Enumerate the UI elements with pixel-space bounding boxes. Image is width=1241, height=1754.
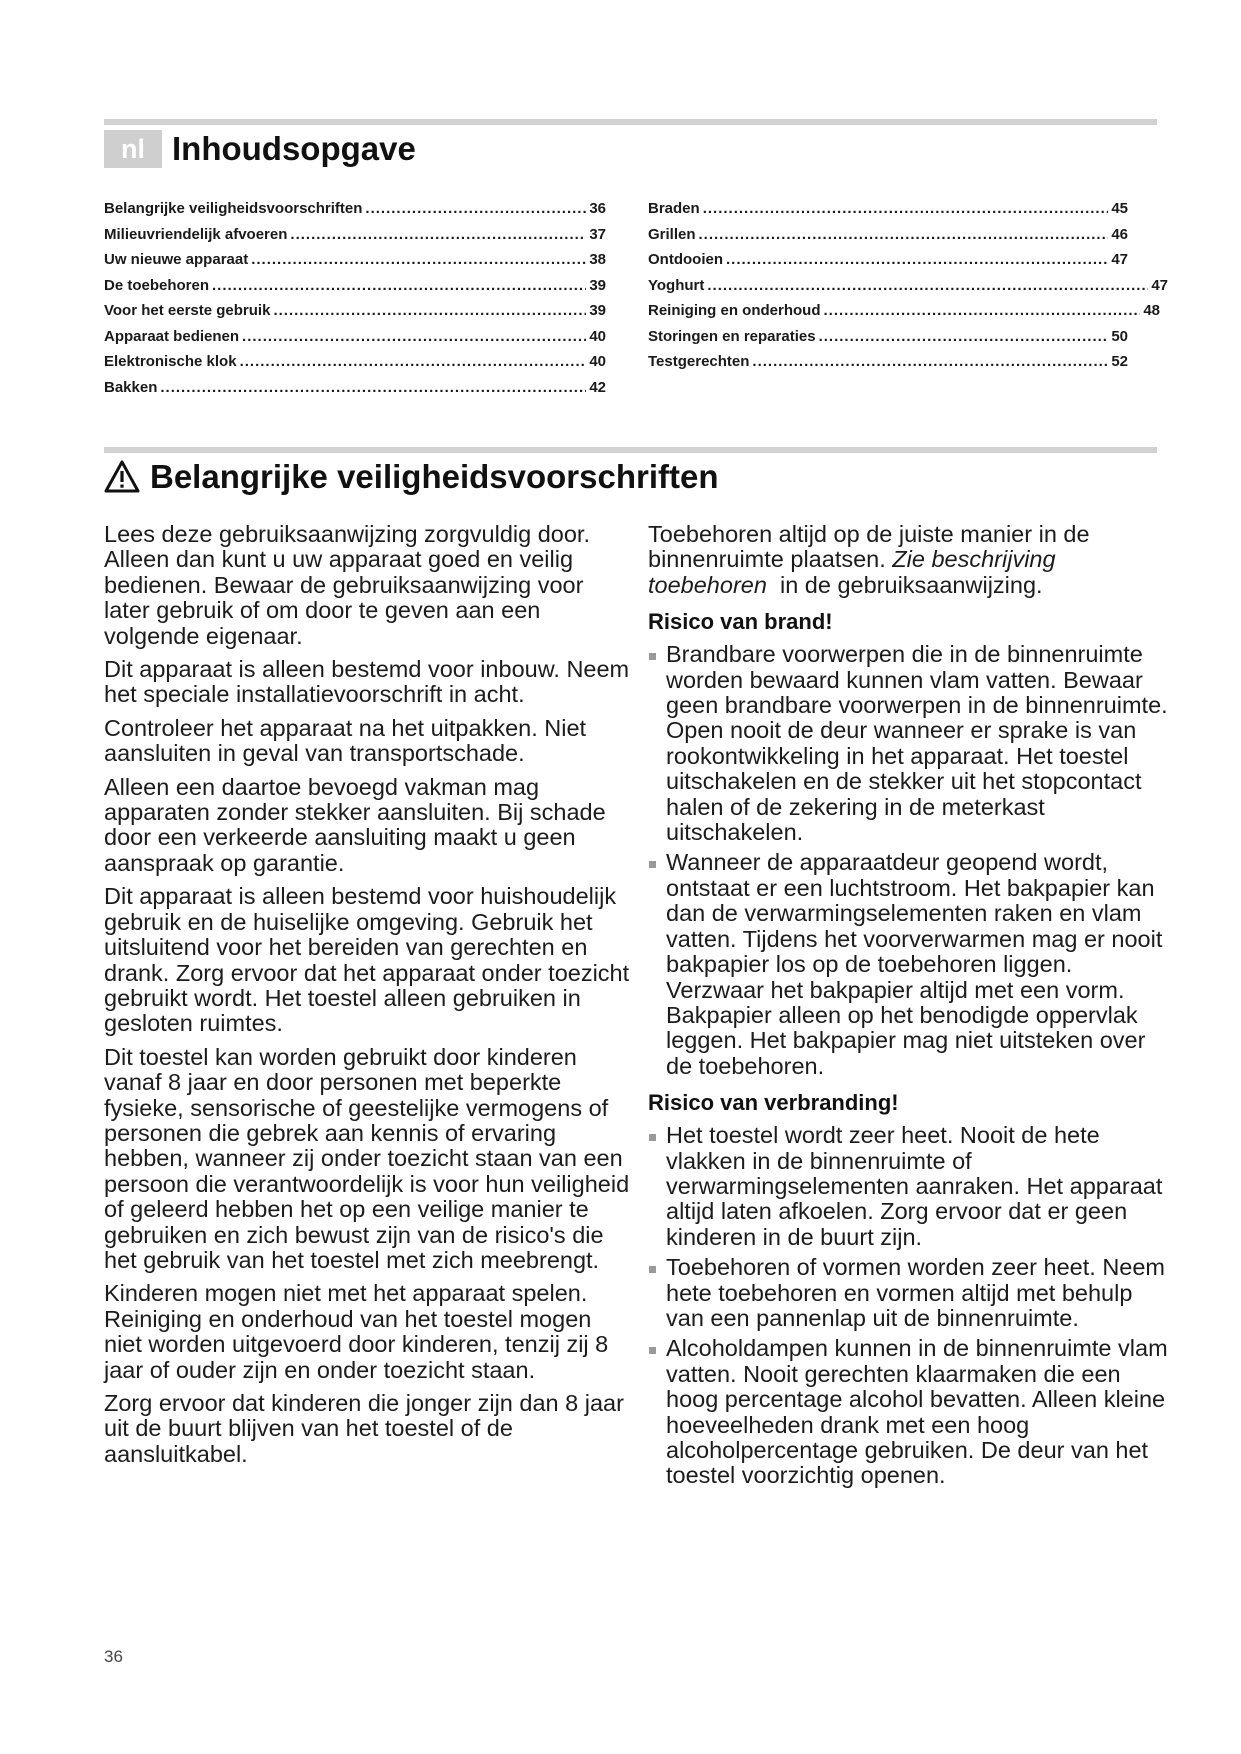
toc-entry[interactable] [104,196,606,222]
toc-entry[interactable] [648,222,1128,248]
toc-leader-dots [752,349,1108,375]
toc-entry[interactable] [648,196,1128,222]
safety-section-title [104,455,719,499]
toc-entry-page: 40 [589,353,606,370]
page-number: 36 [104,1647,123,1666]
bullet-icon [649,1266,656,1273]
safety-title-text: Belangrijke veiligheidsvoorschriften [150,458,719,495]
list-item-text: Wanneer de apparaatdeur geopend wordt, ontstaat er een luchtstroom. Het bakpapier kan dan de verwarmingselementen raken en vlam vatten. Tijdens het voorverwarmen mag er nooit bakpapier los op de toebehoren liggen. Verzwaar het bakpapier altijd met een vorm. Bakpapier alleen op het benodigde oppervlak leggen. Het bakpapier mag niet uitsteken over de toebehoren. [666,849,1163,1079]
burn-risk-list [648,1123,1173,1489]
toc-leader-dots [240,349,587,375]
toc-left-column [104,196,606,400]
toc-entry-page: 42 [589,378,606,396]
accessories-paragraph [648,522,1173,598]
safety-paragraph: Lees deze gebruiksaanwijzing zorgvuldig door. Alleen dan kunt u uw apparaat goed en veilig bedienen. Bewaar de gebruiksaanwijzing voor later gebruik of om door te geven aan een volgende eigenaar. [104,521,590,649]
safety-left-column [104,522,634,1475]
toc-entry-label: Testgerechten [648,353,750,370]
toc-right-column [648,196,1168,375]
toc-entry[interactable] [104,273,606,299]
toc-entry-label: Uw nieuwe apparaat [104,251,249,268]
toc-entry-page: 50 [1111,327,1128,345]
toc-entry-label: Apparaat bedienen [104,327,240,345]
list-item [648,1123,1173,1250]
toc-leader-dots [212,273,586,299]
toc-entry-page: 48 [1143,302,1160,319]
bullet-icon [649,861,656,868]
bullet-icon [649,1134,656,1141]
safety-paragraph: Dit apparaat is alleen bestemd voor huishoudelijk gebruik en de huiselijke omgeving. Gebruik het uitsluitend voor het bereiden van gerechten en drank. Zorg ervoor dat het apparaat onder toezicht gebruikt wordt. Het toestel alleen gebruiken in gesloten ruimtes. [104,883,630,1037]
top-divider [104,119,1157,125]
toc-entry[interactable] [104,222,606,248]
bullet-icon [649,1347,656,1354]
safety-right-column [648,522,1173,1494]
toc-entry[interactable] [104,247,606,273]
safety-paragraph: Zorg ervoor dat kinderen die jonger zijn dan 8 jaar uit de buurt blijven van het toestel of de aansluitkabel. [104,1390,624,1467]
safety-paragraph: Alleen een daartoe bevoegd vakman mag apparaten zonder stekker aansluiten. Bij schade door een verkeerde aansluiting maakt u geen aanspraak op garantie. [104,773,606,876]
fire-risk-list [648,642,1173,1079]
toc-entry-label: Voor het eerste gebruik [104,302,271,319]
toc-leader-dots [824,298,1141,324]
list-item-text: Brandbare voorwerpen die in de binnenruimte worden bewaard kunnen vlam vatten. Bewaar geen brandbare voorwerpen in de binnenruimte. Open nooit de deur wanneer er sprake is van rookontwikkeling in het apparaat. Het toestel uitschakelen en de stekker uit het stopcontact halen of de zekering in de meterkast uitschakelen. [666,641,1168,846]
toc-leader-dots [242,324,586,350]
toc-leader-dots [819,324,1109,350]
toc-leader-dots [703,196,1109,222]
toc-entry-label: Storingen en reparaties [648,327,816,345]
safety-paragraph: Dit toestel kan worden gebruikt door kinderen vanaf 8 jaar en door personen met beperkte fysieke, sensorische of geestelijke vermogens of personen die gebrek aan kennis of ervaring hebben, wanneer zij onder toezicht staan van een persoon die verantwoordelijk is voor hun veiligheid of geleerd hebben het op een veilige manier te gebruiken en zich bewust zijn van de risico's die het gebruik van het toestel met zich meebrengt. [104,1043,630,1273]
toc-entry-page: 40 [589,327,606,345]
accessories-text-end: in de gebruiksaanwijzing. [766,571,1043,598]
toc-entry[interactable] [648,247,1128,273]
toc-entry-page: 39 [589,302,606,319]
toc-entry-page: 36 [589,200,606,217]
toc-entry-page: 45 [1111,200,1128,217]
toc-entry[interactable] [104,375,606,401]
toc-entry-label: Milieuvriendelijk afvoeren [104,225,288,243]
toc-entry-label: Bakken [104,378,158,396]
toc-entry[interactable] [648,298,1160,324]
toc-entry-page: 47 [1151,276,1168,294]
toc-entry[interactable] [104,298,606,324]
toc-title: Inhoudsopgave [172,130,416,167]
list-item [648,1336,1173,1488]
toc-leader-dots [726,247,1108,273]
list-item [648,1255,1173,1331]
bullet-icon [649,653,656,660]
toc-entry-label: Grillen [648,225,696,243]
toc-entry-page: 37 [589,225,606,243]
toc-leader-dots [160,375,586,401]
safety-paragraph: Dit apparaat is alleen bestemd voor inbouw. Neem het speciale installatievoorschrift in acht. [104,656,630,708]
toc-leader-dots [290,222,586,248]
toc-entry-page: 47 [1111,251,1128,268]
language-badge: nl [104,130,162,168]
toc-entry-page: 38 [589,251,606,268]
toc-entry[interactable] [104,349,606,375]
toc-entry-label: De toebehoren [104,276,210,294]
safety-paragraph: Kinderen mogen niet met het apparaat spelen. Reiniging en onderhoud van het toestel mogen niet worden uitgevoerd door kinderen, tenzij zij 8 jaar of ouder zijn en onder toezicht staan. [104,1280,609,1383]
list-item-text: Het toestel wordt zeer heet. Nooit de hete vlakken in de binnenruimte of verwarmingselementen aanraken. Het apparaat altijd laten afkoelen. Zorg ervoor dat er geen kinderen in de buurt zijn. [666,1122,1163,1250]
toc-leader-dots [251,247,586,273]
accessories-text: Toebehoren altijd op de juiste manier in de binnenruimte plaatsen. [648,521,1090,573]
warning-triangle-icon [104,460,140,494]
toc-leader-dots [365,196,586,222]
toc-entry[interactable] [648,273,1168,299]
toc-entry-page: 39 [589,276,606,294]
toc-entry[interactable] [648,349,1128,375]
fire-risk-heading: Risico van brand! [648,609,833,635]
toc-leader-dots [707,273,1148,299]
toc-entry-label: Elektronische klok [104,353,237,370]
toc-leader-dots [273,298,586,324]
toc-entry-label: Yoghurt [648,276,705,294]
list-item [648,642,1173,845]
burn-risk-heading: Risico van verbranding! [648,1090,899,1116]
accessories-reference: Zie beschrijving toebehoren [648,546,1056,598]
toc-entry-page: 52 [1111,353,1128,370]
toc-entry[interactable] [648,324,1128,350]
toc-entry-label: Ontdooien [648,251,723,268]
toc-entry-page: 46 [1111,225,1128,243]
toc-entry[interactable] [104,324,606,350]
safety-paragraph: Controleer het apparaat na het uitpakken. Niet aansluiten in geval van transportschade. [104,714,587,767]
list-item [648,850,1173,1079]
toc-entry-label: Reiniging en onderhoud [648,302,821,319]
toc-leader-dots [699,222,1109,248]
section-divider [104,447,1157,453]
list-item-text: Toebehoren of vormen worden zeer heet. Neem hete toebehoren en vormen altijd met behulp van een pannenlap uit de binnenruimte. [666,1254,1166,1331]
toc-entry-label: Braden [648,200,700,217]
toc-entry-label: Belangrijke veiligheidsvoorschriften [104,200,363,217]
list-item-text: Alcoholdampen kunnen in de binnenruimte vlam vatten. Nooit gerechten klaarmaken die een hoog percentage alcohol bevatten. Alleen kleine hoeveelheden drank met een hoog alcoholpercentage gebruiken. De deur van het toestel voorzichtig openen. [666,1335,1168,1489]
